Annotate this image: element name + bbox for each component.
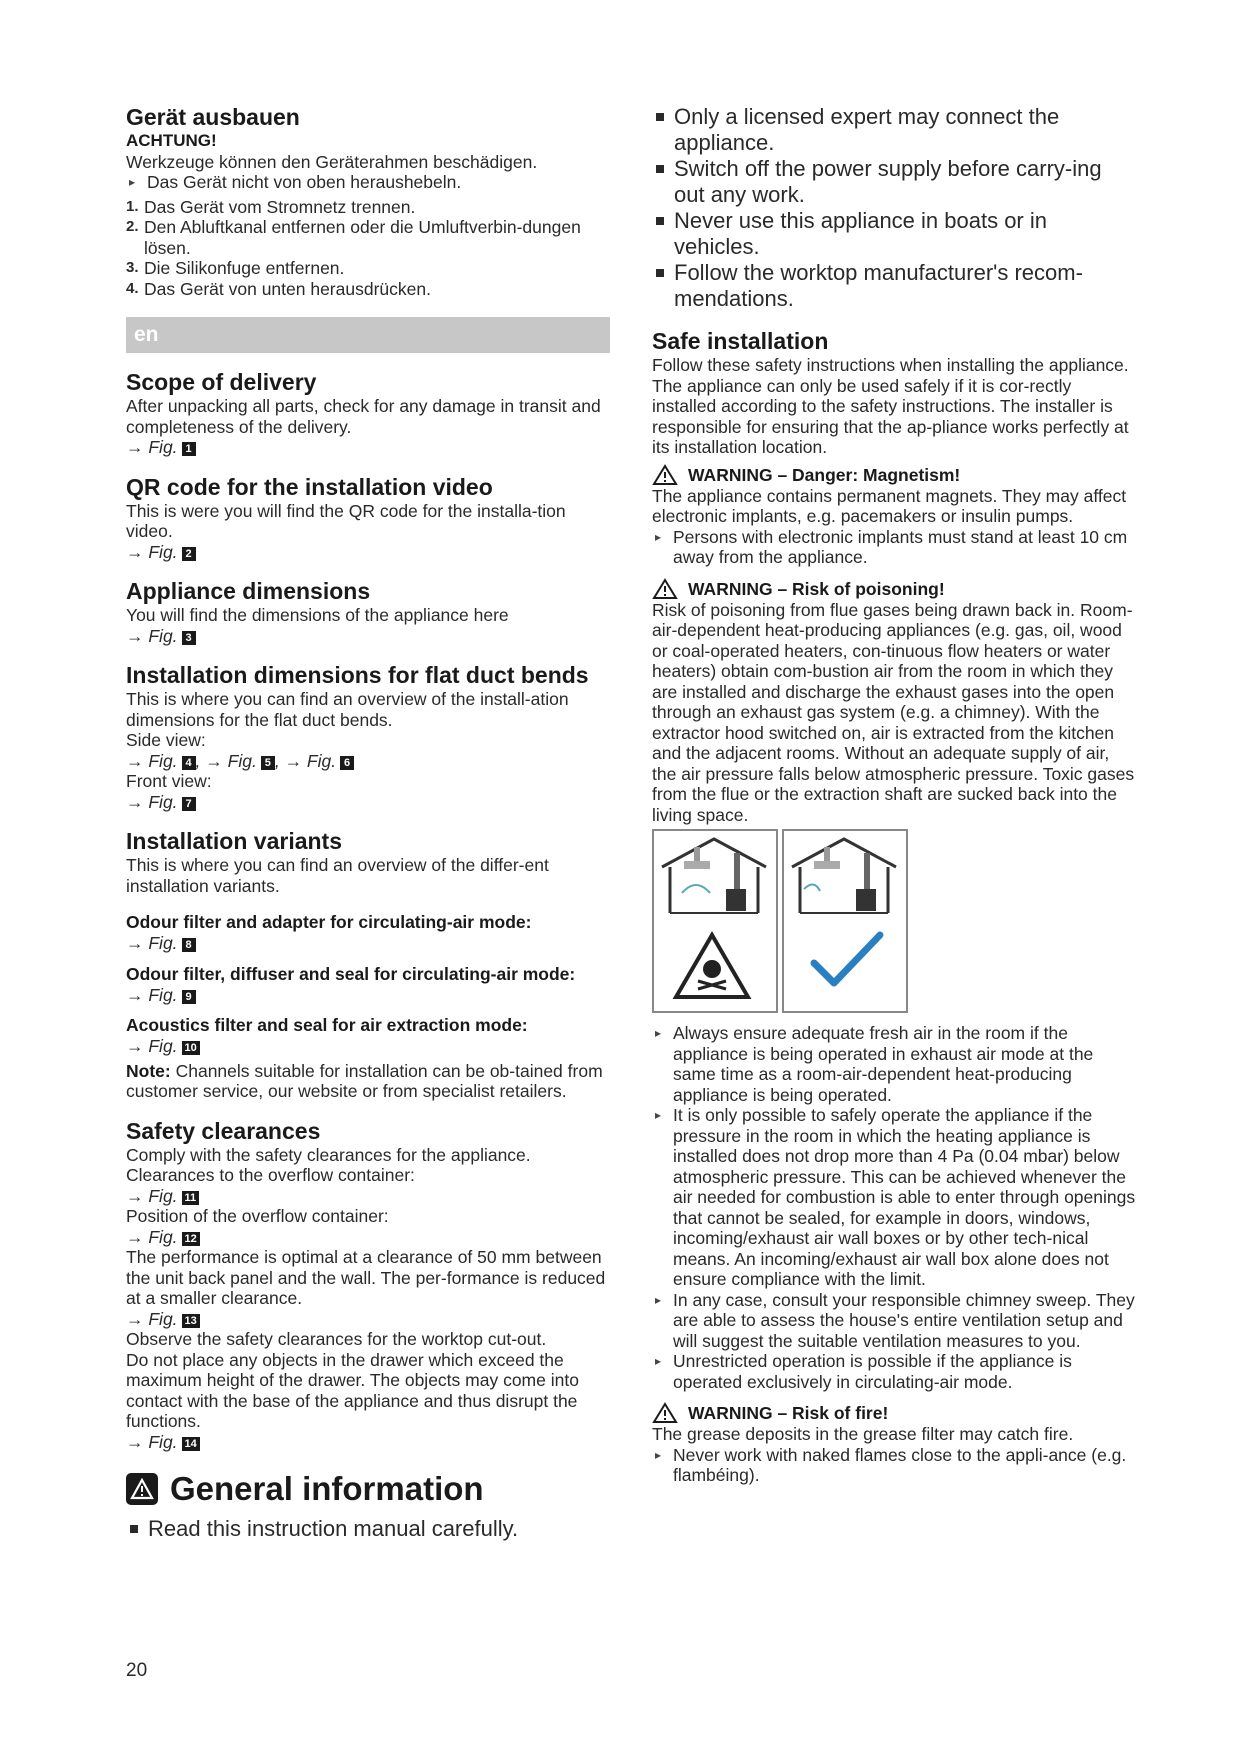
scope-text: After unpacking all parts, check for any damage in transit and completeness of the delivery.: [126, 396, 601, 437]
poisoning-bullet: ▸ It is only possible to safely operate the appliance if the pressure in the room in which the heating appliance is installed does not drop more than 4 Pa (0.04 mbar) below atmospheric pressure. This can be achieved whenever the air needed for combustion is able to enter through openings that cannot be sealed, for example in doors, windows, incoming/exhaust air wall boxes or by other tech-nical means. An incoming/exhaust air wall box alone does not ensure compliance with the limit.: [652, 1105, 1138, 1290]
fig-ref: → Fig. 9: [126, 985, 610, 1006]
fire-text: The grease deposits in the grease filter may catch fire.: [652, 1424, 1074, 1444]
safety-bullet: Switch off the power supply before carry-ing out any work.: [652, 156, 1138, 208]
clearances-text: Observe the safety clearances for the worktop cut-out.: [126, 1329, 547, 1349]
fig-ref: → Fig. 3: [126, 626, 610, 647]
safe-install-text: The appliance can only be used safely if it is cor-rectly installed according to the safety instructions. The installer is responsible for ensuring that the ap-pliance works perfectly at its installation location.: [652, 375, 1129, 457]
scope-title: Scope of delivery: [126, 369, 317, 395]
de-step: 4. Das Gerät von unten herausdrücken.: [126, 278, 431, 299]
poisoning-text: Risk of poisoning from flue gases being drawn back in. Room-air-dependent heat-producing appliances (e.g. gas, oil, wood or coal-operated heaters, con-tinuous flow heaters or water heaters) obtain com-bustion air from the room in which they are installed and discharge the exhaust gases into the open through an exhaust gas system (e.g. a chimney). With the extractor hood switched on, air is extracted from the kitchen and the adjacent rooms. Without an adequate supply of air, the air pressure falls below atmospheric pressure. Toxic gases from the flue or the extraction shaft are sucked back into the living space.: [652, 599, 1135, 825]
fig-ref: → Fig. 13: [126, 1309, 610, 1330]
left-column: [126, 104, 610, 1542]
fig-ref-group: → Fig. 4 , → Fig. 5 , → Fig. 6: [126, 751, 610, 772]
fire-bullet: ▸ Never work with naked flames close to the appli-ance (e.g. flambéing).: [652, 1445, 1138, 1486]
dims-text: You will find the dimensions of the appliance here: [126, 605, 509, 625]
safety-bullet: Never use this appliance in boats or in vehicles.: [652, 208, 1138, 260]
clearances-text: The performance is optimal at a clearance of 50 mm between the unit back panel and the wall. The per-formance is reduced at a smaller clearance.: [126, 1247, 606, 1308]
side-view-label: Side view:: [126, 730, 206, 750]
clearances-text: Position of the overflow container:: [126, 1206, 389, 1226]
clearances-title: Safety clearances: [126, 1117, 321, 1144]
safe-install-text: Follow these safety instructions when installing the appliance.: [652, 355, 1129, 375]
fig-ref: → Fig. 1: [126, 437, 610, 458]
general-info-heading: General information: [126, 1470, 610, 1508]
warning-poisoning: WARNING – Risk of poisoning!: [652, 578, 1138, 600]
clearances-text: Clearances to the overflow container:: [126, 1165, 415, 1185]
warning-icon: [126, 1473, 158, 1505]
de-warning-text: Werkzeuge können den Geräterahmen beschädigen.: [126, 151, 538, 172]
right-column: [652, 104, 1138, 1486]
exhaust-danger-illustration: [652, 829, 778, 1013]
language-tag: en: [134, 323, 159, 346]
fig-ref: → Fig. 12: [126, 1227, 610, 1248]
poisoning-bullet: ▸ Always ensure adequate fresh air in the room if the appliance is being operated in exhaust air mode at the same time as a room-air-dependent heat-producing appliance is being operated.: [652, 1023, 1138, 1105]
exhaust-ok-illustration: [782, 829, 908, 1013]
poisoning-bullet: ▸ Unrestricted operation is possible if the appliance is operated exclusively in circulating-air mode.: [652, 1351, 1138, 1392]
clearances-text: Comply with the safety clearances for the appliance.: [126, 1144, 531, 1165]
warning-icon: [652, 464, 678, 486]
safety-bullet: Follow the worktop manufacturer's recom-mendations.: [652, 260, 1138, 312]
acoustic-label: Acoustics filter and seal for air extraction mode:: [126, 1015, 528, 1035]
poisoning-bullet: ▸ In any case, consult your responsible chimney sweep. They are able to assess the house's entire ventilation setup and will suggest the suitable ventilation measures to you.: [652, 1290, 1138, 1352]
de-step: 1. Das Gerät vom Stromnetz trennen.: [126, 196, 416, 217]
page-number: 20: [126, 1660, 148, 1681]
odour2-label: Odour filter, diffuser and seal for circulating-air mode:: [126, 963, 576, 984]
magnetism-text: The appliance contains permanent magnets. They may affect electronic implants, e.g. pacemakers or insulin pumps.: [652, 485, 1127, 526]
variants-title: Installation variants: [126, 828, 343, 854]
general-bullet: Read this instruction manual carefully.: [126, 1516, 610, 1542]
magnetism-bullet: ▸ Persons with electronic implants must stand at least 10 cm away from the appliance.: [652, 527, 1138, 568]
fig-ref: → Fig. 11: [126, 1186, 610, 1207]
safe-install-title: Safe installation: [652, 328, 829, 354]
de-step: 3. Die Silikonfuge entfernen.: [126, 258, 345, 278]
fig-ref: → Fig. 10: [126, 1036, 610, 1057]
de-achtung: ACHTUNG!: [126, 131, 217, 150]
fig-ref: → Fig. 8: [126, 933, 610, 954]
dims-title: Appliance dimensions: [126, 578, 371, 604]
warning-magnetism: WARNING – Danger: Magnetism!: [652, 464, 1138, 486]
fig-ref: → Fig. 2: [126, 542, 610, 563]
de-step: 2. Den Abluftkanal entfernen oder die Umluftverbin-dungen lösen.: [126, 217, 581, 258]
warning-fire: WARNING – Risk of fire!: [652, 1402, 1138, 1424]
de-bullet: ▸ Das Gerät nicht von oben heraushebeln.: [126, 172, 610, 193]
front-view-label: Front view:: [126, 771, 212, 791]
fig-ref: → Fig. 14: [126, 1432, 610, 1453]
clearances-text: Do not place any objects in the drawer which exceed the maximum height of the drawer. The objects may come into contact with the base of the appliance and thus disrupt the functions.: [126, 1349, 579, 1431]
fig-ref: → Fig. 7: [126, 792, 610, 813]
flat-title: Installation dimensions for flat duct bends: [126, 662, 589, 688]
warning-icon: [652, 1402, 678, 1424]
qr-text: This is were you will find the QR code for the installa-tion video.: [126, 500, 566, 541]
ventilation-illustrations: [652, 829, 1138, 1013]
warning-icon: [652, 578, 678, 600]
language-bar: [126, 317, 610, 353]
flat-text: This is where you can find an overview of the install-ation dimensions for the flat duct bends.: [126, 689, 569, 730]
de-title: Gerät ausbauen: [126, 104, 300, 130]
odour1-label: Odour filter and adapter for circulating-air mode:: [126, 912, 532, 932]
safety-bullet: Only a licensed expert may connect the appliance.: [652, 104, 1138, 156]
note: Note: Channels suitable for installation can be ob-tained from customer service, our website or from specialist retailers.: [126, 1060, 603, 1101]
qr-title: QR code for the installation video: [126, 473, 493, 500]
variants-text: This is where you can find an overview of the differ-ent installation variants.: [126, 855, 549, 896]
